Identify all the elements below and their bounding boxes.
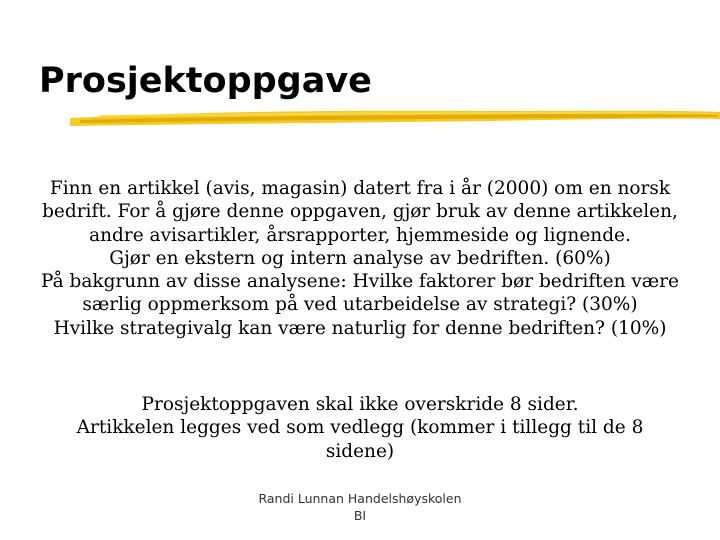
assignment-notes — [40, 393, 680, 463]
slide-footer — [235, 490, 485, 524]
note-page-limit: Prosjektoppgaven skal ikke overskride 8 sider. — [141, 394, 579, 415]
paragraph-article: Finn en artikkel (avis, magasin) datert fra i år (2000) om en norsk bedrift. For å gjøre denne oppgaven, gjør bruk av denne artikkelen, andre avisartikler, årsrapporter, hjemmeside og lignende. — [42, 178, 678, 246]
title-underline-brush — [70, 102, 720, 132]
paragraph-analysis: Gjør en ekstern og intern analyse av bedriften. (60%) — [109, 247, 611, 269]
paragraph-factors: På bakgrunn av disse analysene: Hvilke faktorer bør bedriften være særlig oppmerksom på ved utarbeidelse av strategi? (30%) — [40, 271, 679, 316]
footer-author: Randi Lunnan Handelshøyskolen — [258, 491, 462, 506]
assignment-description — [40, 177, 680, 340]
note-attachment: Artikkelen legges ved som vedlegg (kommer i tillegg til de 8 sidene) — [76, 417, 644, 462]
slide-title: Prosjektoppgave — [39, 61, 372, 101]
paragraph-strategy: Hvilke strategivalg kan være naturlig for denne bedriften? (10%) — [53, 317, 667, 339]
footer-institution: BI — [353, 508, 367, 523]
